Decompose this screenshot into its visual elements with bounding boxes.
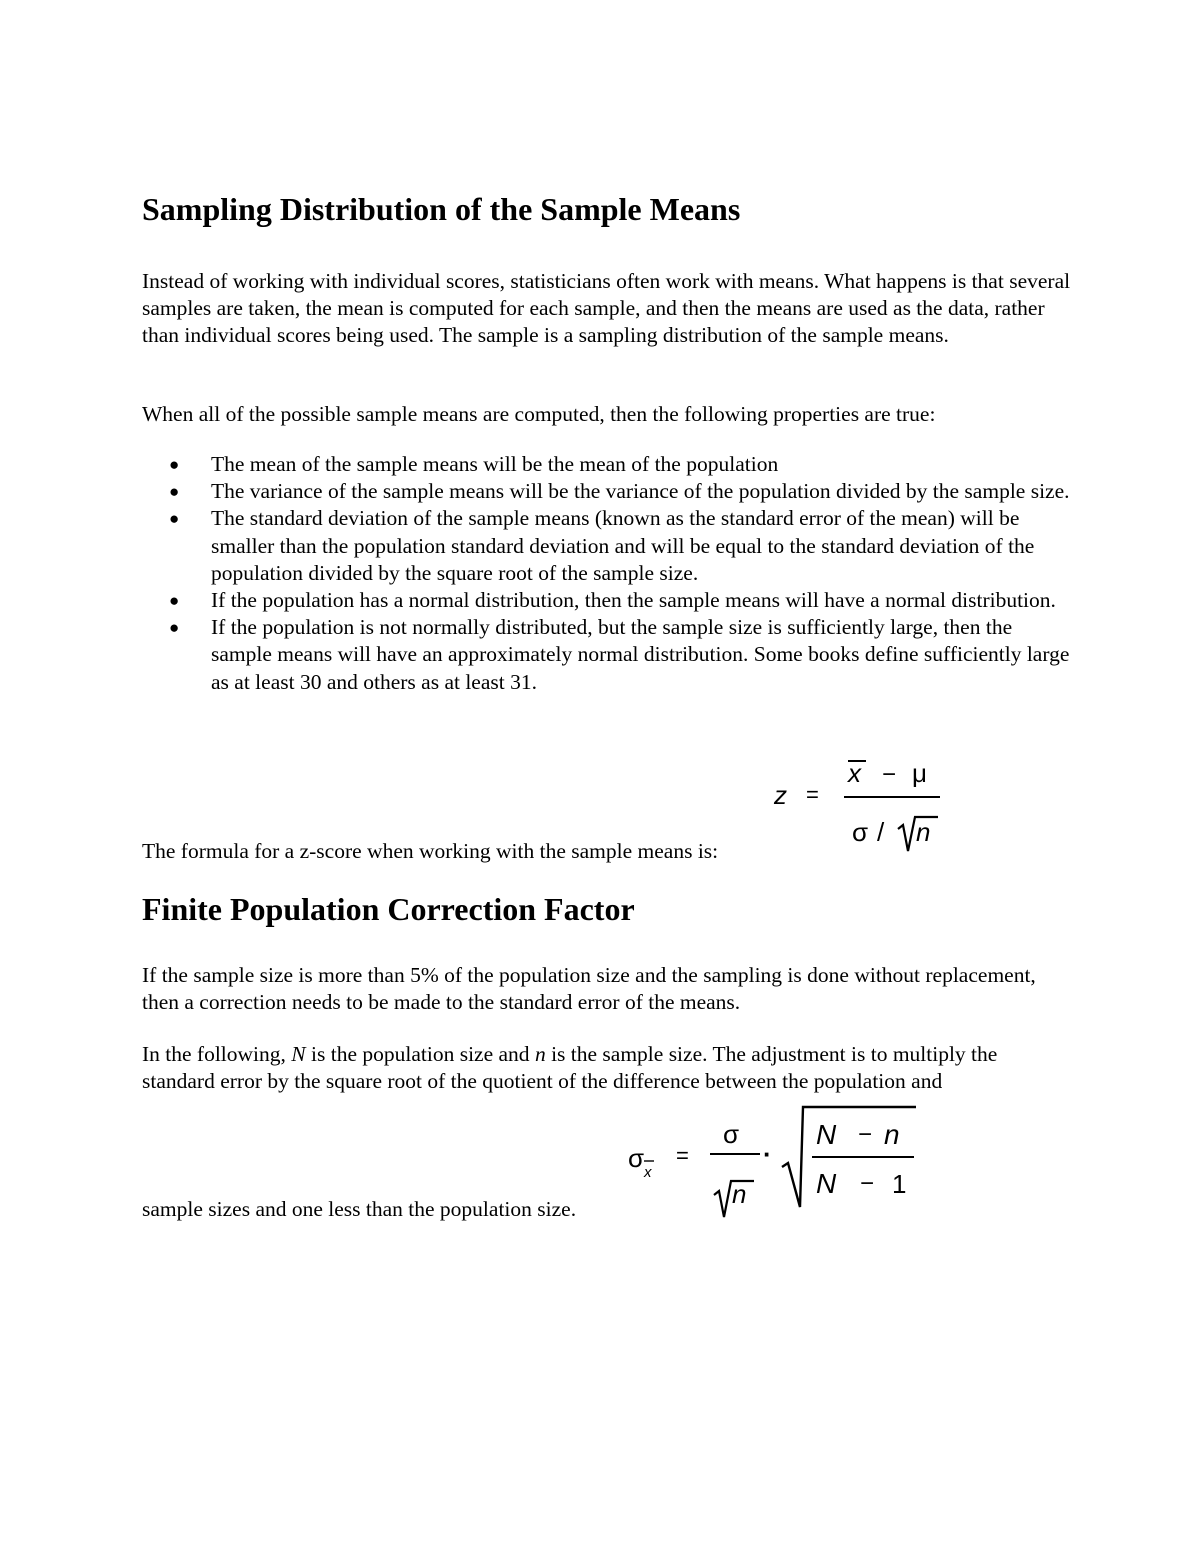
formula-n: n [916,817,931,847]
list-item: ● If the population is not normally distributed, but the sample size is sufficiently large, then the sample means will have an approximately normal distribution. Some books define sufficiently large as at least 30 and others as at least 31. [169,615,1070,694]
list-item: ● The standard deviation of the sample means (known as the standard error of the mean) will be smaller than the population standard deviation and will be equal to the standard deviation of the population divided by the square root of the sample size. [169,506,1035,585]
bullet-icon: ● [169,591,180,611]
formula-equals: = [806,782,819,807]
list-item: ● The mean of the sample means will be the mean of the population [142,451,1072,478]
formula-one: 1 [892,1169,907,1199]
section-title-finite-population: Finite Population Correction Factor [142,891,635,927]
bullet-icon: ● [169,455,180,474]
formula-equals-2: = [676,1143,689,1168]
formula-mu: μ [912,758,927,788]
bullet-icon: ● [169,618,180,638]
formula-minus-den: − [860,1170,875,1197]
formula-sigma-num: σ [723,1119,740,1149]
formula-slash: / [877,817,885,847]
properties-list [142,451,1072,696]
formula-n-2: n [732,1179,747,1209]
list-item: ● The variance of the sample means will be the variance of the population divided by the sample size. [142,478,1072,505]
formula-subscript-x: x [644,1164,652,1181]
formula-dot: · [763,1139,772,1169]
formula-N-den: N [816,1168,837,1199]
closing-paragraph: sample sizes and one less than the population size. [142,1197,577,1221]
formula-n-num: n [884,1119,900,1150]
correction-paragraph: If the sample size is more than 5% of the population size and the sampling is done without replacement, then a correction needs to be made to the standard error of the means. [142,963,1036,1015]
formula-z-lhs: z [774,780,787,810]
list-item: ● If the population has a normal distribution, then the sample means will have a normal distribution. [142,587,1072,614]
formula-minus-num: − [858,1121,873,1148]
bullet-icon: ● [169,509,180,529]
section-title-sampling-distribution: Sampling Distribution of the Sample Means [142,191,741,227]
bullet-icon: ● [169,482,180,502]
formula-x-bar: x [848,758,861,788]
formula-N-num: N [816,1119,837,1150]
formula-sigma: σ [852,817,869,847]
adjustment-paragraph: In the following, N is the population size and n is the sample size. The adjustment is to multiply the standard error by the square root of the quotient of the difference between the population and [142,1042,998,1094]
zscore-text: The formula for a z-score when working with the sample means is: [142,839,719,863]
formula-minus: − [882,761,897,788]
intro-paragraph: Instead of working with individual scores, statisticians often work with means. What happens is that several samples are taken, the mean is computed for each sample, and then the means are used as the data, rather than individual scores being used. The sample is a sampling distribution of the sample means. [142,269,1071,348]
properties-intro: When all of the possible sample means are computed, then the following properties are true: [142,402,936,426]
formula-sigma-lhs: σ [628,1143,645,1173]
